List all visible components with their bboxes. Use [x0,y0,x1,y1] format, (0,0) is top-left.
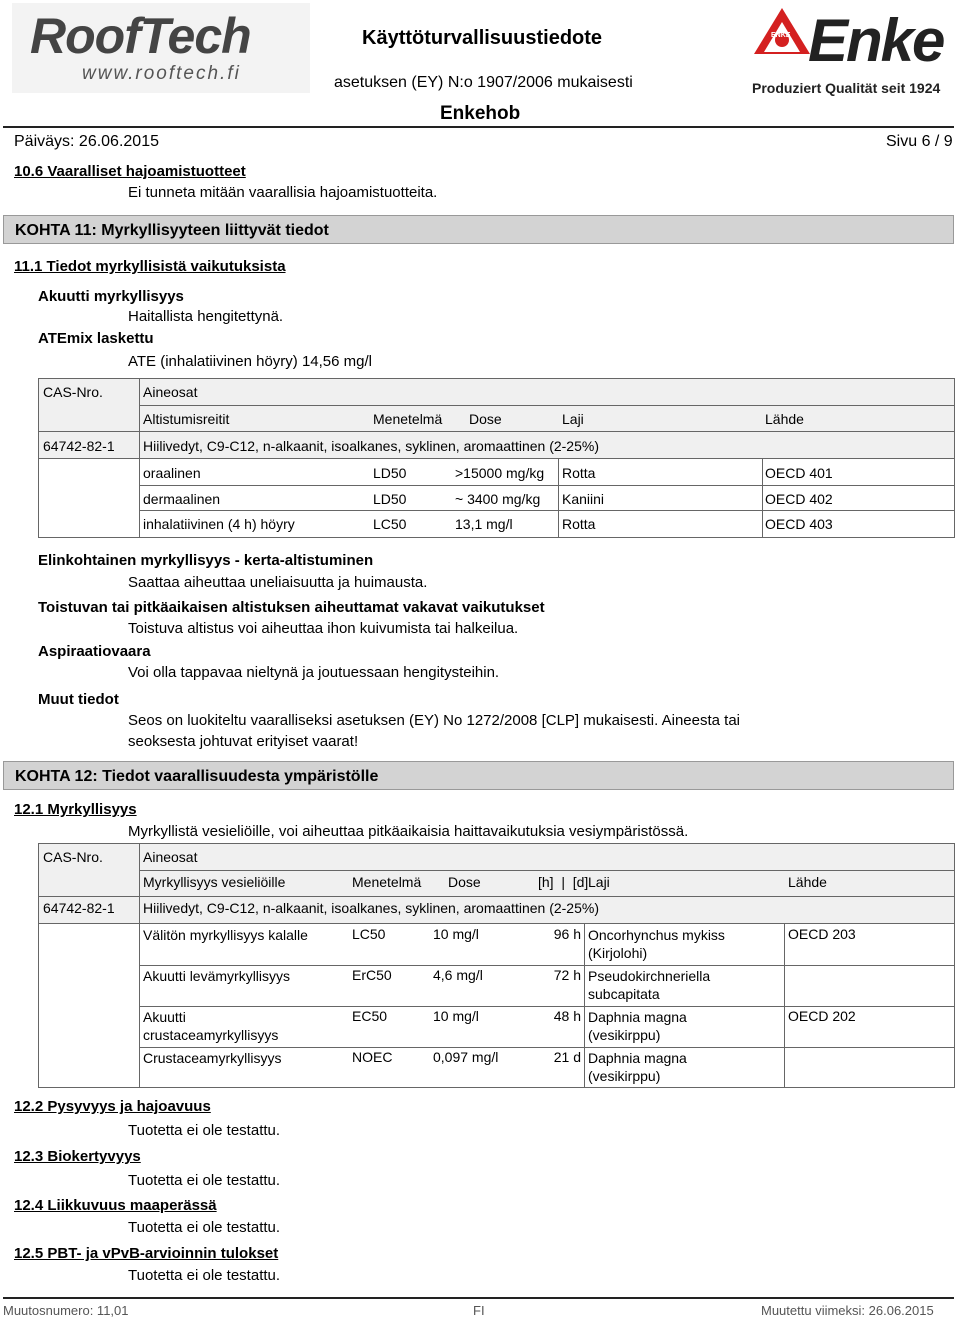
toxicity-table [38,378,955,538]
tox-route: inhalatiivinen (4 h) höyry [143,516,295,532]
tox-line [39,458,954,459]
enke-logo [752,4,952,98]
tox-line [139,379,140,537]
date-text: Päiväys: 26.06.2015 [14,133,159,150]
eco-line [584,923,585,1087]
eco-method: ErC50 [352,967,392,983]
eco-h-species: Laji [588,874,610,890]
tox-line [139,485,954,486]
eco-line [39,923,954,924]
rooftech-logo [12,3,310,93]
eco-line [784,923,785,1087]
section-12-3-heading: 12.3 Biokertyvyys [14,1148,141,1165]
eco-species: Daphnia magna (vesikirppu) [588,1009,687,1043]
tox-source: OECD 402 [765,491,833,507]
other-info-text: Seos on luokiteltu vaaralliseksi asetuksen (EY) No 1272/2008 [CLP] mukaisesti. Aineesta tai seoksesta johtuvat erityiset vaarat! [128,712,740,750]
eco-dose: 0,097 mg/l [433,1049,499,1065]
tox-method: LC50 [373,516,407,532]
tox-substance-name: Hiilivedyt, C9-C12, n-alkaanit, isoalkanes, syklinen, aromaattinen (2-25%) [143,438,599,454]
eco-species: Daphnia magna (vesikirppu) [588,1050,687,1084]
eco-tox: Välitön myrkyllisyys kalalle [143,927,308,943]
tox-h-source: Lähde [765,411,804,427]
enke-logo-text: Enke [808,7,944,74]
eco-line [139,870,954,871]
footer-divider [3,1297,954,1299]
section-10-6-text: Ei tunneta mitään vaarallisia hajoamistuotteita. [128,184,438,201]
tox-route: dermaalinen [143,491,221,507]
eco-h-dose: Dose [448,874,481,890]
aspiration-text: Voi olla tappavaa nieltynä ja joutuessaan hengitysteihin. [128,664,500,681]
eco-line [39,896,954,897]
tox-line [39,431,954,432]
eco-h-method: Menetelmä [352,874,422,890]
tox-method: LD50 [373,491,407,507]
eco-substance-name: Hiilivedyt, C9-C12, n-alkaanit, isoalkanes, syklinen, aromaattinen (2-25%) [143,900,599,916]
tox-h-method: Menetelmä [373,411,443,427]
footer-language: FI [473,1303,485,1318]
eco-tox: Akuutti levämyrkyllisyys [143,968,291,984]
tox-dose: 13,1 mg/l [455,516,513,532]
section-12-4-text: Tuotetta ei ole testattu. [128,1219,281,1236]
section-12-4-heading: 12.4 Liikkuvuus maaperässä [14,1197,217,1214]
eco-dose: 10 mg/l [433,926,479,942]
rooftech-url: www.rooftech.fi [82,63,241,84]
tox-dose: ~ 3400 mg/kg [455,491,541,507]
eco-species: Pseudokirchneriella subcapitata [588,968,711,1002]
eco-time: 96 h [553,926,581,942]
eco-source: OECD 203 [788,926,856,942]
footer-last-modified: Muutettu viimeksi: 26.06.2015 [761,1303,934,1318]
document-title: Käyttöturvallisuustiedote [362,27,603,49]
footer-revision: Muutosnumero: 11,01 [3,1303,129,1318]
tox-source: OECD 401 [765,465,833,481]
eco-time: 21 d [553,1049,581,1065]
eco-h-time: [h] | [d] [538,874,589,890]
enke-tagline: Produziert Qualität seit 1924 [752,80,941,96]
section-12-5-text: Tuotetta ei ole testattu. [128,1267,281,1284]
eco-h-substance: Aineosat [143,849,198,865]
tox-species: Rotta [562,465,596,481]
enke-badge: ENKE [771,32,791,39]
section-12-bar: KOHTA 12: Tiedot vaarallisuudesta ympäristölle [3,761,954,790]
section-12-1-text: Myrkyllistä vesieliöille, voi aiheuttaa pitkäaikaisia haittavaikutuksia vesiympäristössä. [128,823,689,840]
eco-h-cas: CAS-Nro. [43,849,103,865]
eco-dose: 10 mg/l [433,1008,479,1024]
eco-line [139,1047,954,1048]
section-12-3-text: Tuotetta ei ole testattu. [128,1172,281,1189]
regulation-subtitle: asetuksen (EY) N:o 1907/2006 mukaisesti [334,74,633,91]
repeat-exposure-label: Toistuvan tai pitkäaikaisen altistuksen aiheuttamat vakavat vaikutukset [38,599,545,616]
tox-cas-number: 64742-82-1 [43,438,115,454]
repeat-exposure-text: Toistuva altistus voi aiheuttaa ihon kuivumista tai halkeilua. [128,620,519,637]
eco-method: EC50 [352,1008,388,1024]
section-11-1-heading: 11.1 Tiedot myrkyllisistä vaikutuksista [14,258,286,275]
tox-source: OECD 403 [765,516,833,532]
acute-toxicity-label: Akuutti myrkyllisyys [38,288,184,305]
product-name: Enkehob [440,103,521,124]
eco-time: 48 h [553,1008,581,1024]
tox-dose: >15000 mg/kg [455,465,545,481]
eco-species: Oncorhynchus mykiss (Kirjolohi) [588,927,725,961]
eco-line [139,965,954,966]
section-11-bar: KOHTA 11: Myrkyllisyyteen liittyvät tiedot [3,215,954,244]
eco-method: LC50 [352,926,386,942]
eco-dose: 4,6 mg/l [433,967,483,983]
tox-h-cas: CAS-Nro. [43,384,103,400]
tox-route: oraalinen [143,465,201,481]
atemix-text: ATE (inhalatiivinen höyry) 14,56 mg/l [128,353,372,370]
eco-tox: Akuutti crustaceamyrkyllisyys [143,1009,279,1043]
header-divider [3,126,954,128]
eco-line [139,1006,954,1007]
tox-h-substance: Aineosat [143,384,198,400]
tox-method: LD50 [373,465,407,481]
eco-method: NOEC [352,1049,393,1065]
rooftech-logo-text: RoofTech [30,8,251,64]
ecotoxicity-table [38,843,955,1088]
aspiration-label: Aspiraatiovaara [38,643,151,660]
tox-species: Kaniini [562,491,605,507]
tox-line [139,405,954,406]
acute-toxicity-text: Haitallista hengitettynä. [128,308,284,325]
section-12-5-heading: 12.5 PBT- ja vPvB-arvioinnin tulokset [14,1245,279,1262]
stot-se-text: Saattaa aiheuttaa uneliaisuutta ja huimausta. [128,574,428,591]
eco-cas-number: 64742-82-1 [43,900,115,916]
page-number: Sivu 6 / 9 [886,133,953,150]
tox-line [558,458,559,537]
tox-line [139,510,954,511]
other-info-label: Muut tiedot [38,691,119,708]
eco-h-tox: Myrkyllisyys vesieliöille [143,874,286,890]
tox-h-route: Altistumisreitit [143,411,230,427]
eco-time: 72 h [553,967,581,983]
tox-species: Rotta [562,516,596,532]
tox-line [762,458,763,537]
tox-h-species: Laji [562,411,584,427]
eco-source: OECD 202 [788,1008,856,1024]
section-10-6-heading: 10.6 Vaaralliset hajoamistuotteet [14,163,246,180]
stot-se-label: Elinkohtainen myrkyllisyys - kerta-altistuminen [38,552,374,569]
eco-tox: Crustaceamyrkyllisyys [143,1050,282,1066]
section-12-1-heading: 12.1 Myrkyllisyys [14,801,137,818]
section-12-2-heading: 12.2 Pysyvyys ja hajoavuus [14,1098,211,1115]
eco-line [139,844,140,1087]
eco-h-source: Lähde [788,874,827,890]
atemix-label: ATEmix laskettu [38,330,154,347]
section-12-2-text: Tuotetta ei ole testattu. [128,1122,281,1139]
tox-h-dose: Dose [469,411,502,427]
